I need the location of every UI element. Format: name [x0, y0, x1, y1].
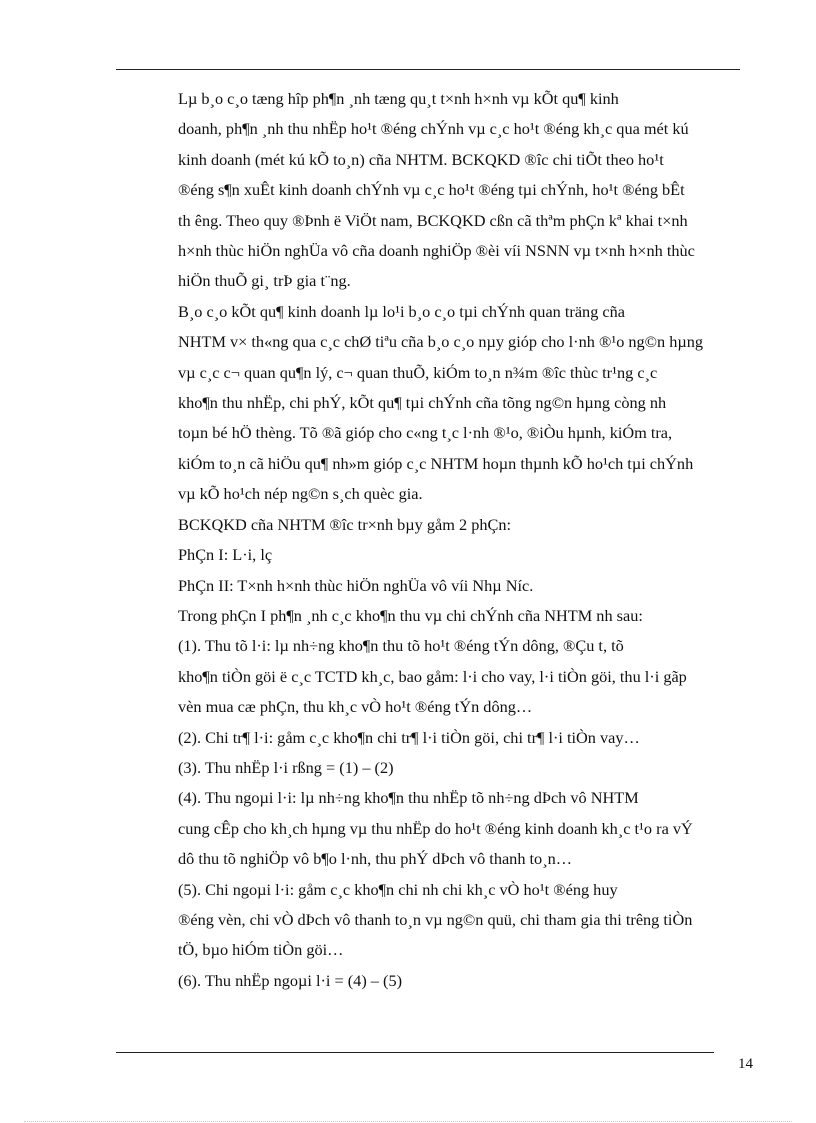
text-line: toµn bé hÖ thèng. Tõ ®ã gióp cho c«ng t¸c l·nh ®¹o, ®iÒu hµnh, kiÓm tra,	[178, 423, 673, 443]
page-number: 14	[738, 1056, 753, 1072]
text-line: tÖ, bµo hiÓm tiÒn göi…	[178, 940, 344, 960]
text-line: Trong phÇn I ph¶n ¸nh c¸c kho¶n thu vµ chi chÝnh cña NHTM nh sau:	[178, 605, 643, 625]
text-line: vèn mua cæ phÇn, thu kh¸c vÒ ho¹t ®éng tÝn dông…	[178, 697, 533, 717]
text-line: doanh, ph¶n ¸nh thu nhËp ho¹t ®éng chÝnh vµ c¸c ho¹t ®éng kh¸c qua mét kú	[178, 119, 689, 139]
text-line: B¸o c¸o kÕt qu¶ kinh doanh lµ lo¹i b¸o c¸o tµi chÝnh quan träng cña	[178, 301, 626, 321]
document-body	[116, 84, 740, 996]
list-item: PhÇn II: T×nh h×nh thùc hiÖn nghÜa vô víi Nhµ Níc.	[178, 575, 534, 595]
item-6	[116, 966, 740, 996]
text-line: BCKQKD cña NHTM ®îc tr×nh bµy gåm 2 phÇn:	[178, 514, 512, 534]
text-line: dô thu tõ nghiÖp vô b¶o l·nh, thu phÝ dÞch vô thanh to¸n…	[178, 849, 573, 869]
text-line: (5). Chi ngoµi l·i: gåm c¸c kho¶n chi nh chi kh¸c vÒ ho¹t ®éng huy	[178, 879, 618, 899]
text-line: Lµ b¸o c¸o tæng hîp ph¶n ¸nh tæng qu¸t t×nh h×nh vµ kÕt qu¶ kinh	[178, 89, 619, 108]
item-1	[116, 631, 740, 722]
text-line: vµ c¸c c¬ quan qu¶n lý, c¬ quan thuÕ, kiÓm to¸n n¾m ®îc thùc tr¹ng c¸c	[178, 362, 658, 382]
text-line: (1). Thu tõ l·i: lµ nh÷ng kho¶n thu tõ ho¹t ®éng tÝn dông, ®Çu t, tõ	[178, 636, 624, 656]
text-line: (6). Thu nhËp ngoµi l·i = (4) – (5)	[178, 970, 403, 990]
paragraph-importance	[116, 297, 740, 510]
list-item: PhÇn I: L·i, lç	[178, 545, 273, 565]
item-3	[116, 753, 740, 783]
footer-rule	[116, 1052, 714, 1053]
text-line: (4). Thu ngoµi l·i: lµ nh÷ng kho¶n thu nhËp tõ nh÷ng dÞch vô NHTM	[178, 788, 639, 808]
item-2	[116, 723, 740, 753]
text-line: NHTM v× th«ng qua c¸c chØ tiªu cña b¸o c¸o nµy gióp cho l·nh ®¹o ng©n hµng	[178, 332, 704, 352]
paragraph-structure	[116, 510, 740, 632]
text-line: kho¶n thu nhËp, chi phÝ, kÕt qu¶ tµi chÝnh cña tõng ng©n hµng còng nh	[178, 393, 667, 413]
text-line: kiÓm to¸n cã hiÖu qu¶ nh»m gióp c¸c NHTM hoµn thµnh kÕ ho¹ch tµi chÝnh	[178, 453, 694, 473]
page-edge-dotted-line	[24, 1121, 792, 1122]
text-line: vµ kÕ ho¹ch nép ng©n s¸ch quèc gia.	[178, 484, 423, 504]
paragraph-definition	[116, 84, 740, 297]
text-line: cung cÊp cho kh¸ch hµng vµ thu nhËp do ho¹t ®éng kinh doanh kh¸c t¹o ra vÝ	[178, 818, 693, 838]
text-line: ®éng s¶n xuÊt kinh doanh chÝnh vµ c¸c ho¹t ®éng tµi chÝnh, ho¹t ®éng bÊt	[178, 180, 685, 200]
header-rule	[116, 69, 740, 70]
text-line: th êng. Theo quy ®Þnh ë ViÖt nam, BCKQKD cßn cã thªm phÇn kª khai t×nh	[178, 210, 688, 230]
text-line: kinh doanh (mét kú kÕ to¸n) cña NHTM. BCKQKD ®îc chi tiÕt theo ho¹t	[178, 149, 664, 169]
text-line: kho¶n tiÒn göi ë c¸c TCTD kh¸c, bao gåm: l·i cho vay, l·i tiÒn göi, thu l·i gãp	[178, 666, 687, 686]
item-5	[116, 875, 740, 966]
text-line: h×nh thùc hiÖn nghÜa vô cña doanh nghiÖp ®èi víi NSNN vµ t×nh h×nh thùc	[178, 241, 695, 261]
text-line: ®éng vèn, chi vÒ dÞch vô thanh to¸n vµ ng©n quü, chi tham gia thi trêng tiÒn	[178, 909, 693, 929]
text-line: (2). Chi tr¶ l·i: gåm c¸c kho¶n chi tr¶ l·i tiÒn göi, chi tr¶ l·i tiÒn vay…	[178, 727, 640, 747]
text-line: (3). Thu nhËp l·i rßng = (1) – (2)	[178, 757, 394, 777]
text-line: hiÖn thuÕ gi¸ trÞ gia t¨ng.	[178, 271, 351, 291]
item-4	[116, 783, 740, 874]
